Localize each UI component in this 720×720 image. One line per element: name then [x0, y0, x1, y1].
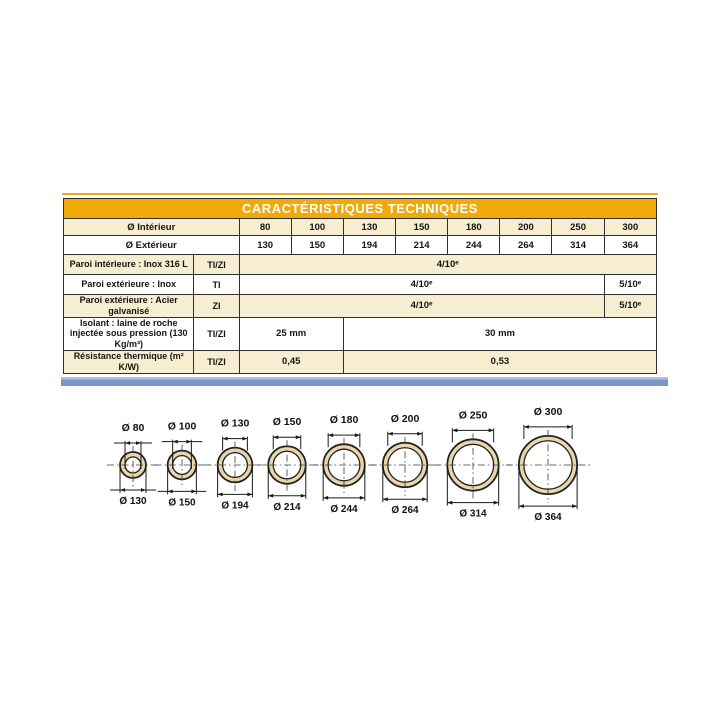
value-cell: 194 [343, 236, 395, 255]
arrowhead [186, 440, 191, 444]
ring-outer-diameter-label: Ø 364 [534, 512, 562, 524]
ring-outer-diameter-label: Ø 264 [391, 505, 419, 517]
arrowhead [273, 435, 278, 439]
value-cell: 314 [552, 236, 604, 255]
spec-value-cell: 5/10ᵉ [604, 295, 656, 318]
diameter-row-inner [64, 219, 657, 236]
ring-inner-diameter-label: Ø 180 [329, 414, 359, 427]
spec-value-cell: 0,53 [343, 350, 656, 373]
ring-inner-diameter-label: Ø 150 [272, 416, 302, 429]
spec-value-cell: 30 mm [343, 317, 656, 350]
arrowhead [247, 492, 252, 496]
row-label: Ø Extérieur [64, 236, 240, 255]
arrowhead [268, 494, 273, 498]
arrowhead [422, 497, 427, 501]
arrowhead [328, 433, 333, 437]
spec-row [64, 275, 657, 295]
arrowhead [242, 437, 247, 441]
table-header-row [64, 199, 657, 219]
row-label: Isolant : laine de roche injectée sous pression (130 Kg/m³) [64, 317, 194, 350]
value-cell: 130 [239, 236, 291, 255]
ring-group [434, 409, 511, 519]
arrowhead [519, 504, 524, 508]
arrowhead [524, 425, 529, 429]
code-cell: TI/ZI [194, 350, 239, 373]
value-cell: 214 [396, 236, 448, 255]
spec-row [64, 255, 657, 275]
specs-table [63, 198, 657, 374]
arrowhead [125, 441, 130, 445]
ring-outer-diameter-label: Ø 194 [221, 500, 249, 512]
spec-value-cell: 4/10ᵉ [239, 275, 604, 295]
row-label: Ø Intérieur [64, 219, 240, 236]
ring-group [255, 416, 319, 513]
ring-group [370, 413, 440, 516]
divider-bar [61, 377, 668, 386]
arrowhead [223, 437, 228, 441]
ring-outer-diameter-label: Ø 244 [330, 503, 358, 515]
code-cell: ZI [194, 295, 239, 318]
arrowhead [360, 496, 365, 500]
arrowhead [301, 494, 306, 498]
arrowhead [191, 489, 196, 493]
ring-group [205, 418, 266, 512]
spec-value-cell: 4/10ᵉ [239, 255, 656, 275]
arrowhead [489, 428, 494, 432]
arrowhead [494, 501, 499, 505]
arrowhead [120, 488, 125, 492]
arrowhead [173, 440, 178, 444]
value-cell: 150 [396, 219, 448, 236]
arrowhead [567, 425, 572, 429]
ring-inner-diameter-label: Ø 300 [533, 405, 563, 418]
ring-group [155, 421, 210, 509]
arrowhead [417, 432, 422, 436]
arrowhead [168, 489, 173, 493]
spec-value-cell: 4/10ᵉ [239, 295, 604, 318]
code-cell: TI/ZI [194, 317, 239, 350]
row-label: Paroi intérieure : Inox 316 L [64, 255, 194, 275]
code-cell: TI [194, 275, 239, 295]
arrowhead [452, 428, 457, 432]
value-cell: 264 [500, 236, 552, 255]
ring-group [107, 422, 159, 507]
spec-row [64, 295, 657, 318]
value-cell: 300 [604, 219, 656, 236]
value-cell: 80 [239, 219, 291, 236]
spec-row [64, 317, 657, 350]
value-cell: 364 [604, 236, 656, 255]
arrowhead [296, 435, 301, 439]
ring-inner-diameter-label: Ø 80 [121, 422, 145, 435]
value-cell: 130 [343, 219, 395, 236]
ring-inner-diameter-label: Ø 200 [390, 412, 420, 425]
arrowhead [218, 492, 223, 496]
arrowhead [383, 497, 388, 501]
top-accent-rule [62, 193, 658, 195]
arrowhead [355, 433, 360, 437]
value-cell: 250 [552, 219, 604, 236]
arrowhead [141, 488, 146, 492]
spec-value-cell: 25 mm [239, 317, 343, 350]
ring-outer-diameter-label: Ø 130 [119, 495, 147, 507]
spec-value-cell: 0,45 [239, 350, 343, 373]
ring-group [506, 406, 590, 523]
ring-inner-diameter-label: Ø 130 [220, 417, 250, 430]
code-cell: TI/ZI [194, 255, 239, 275]
row-label: Paroi extérieure : Inox [64, 275, 194, 295]
ring-inner-diameter-label: Ø 100 [167, 420, 197, 433]
row-label: Résistance thermique (m² K/W) [64, 350, 194, 373]
ring-outer-diameter-label: Ø 214 [273, 501, 301, 513]
spec-value-cell: 5/10ᵉ [604, 275, 656, 295]
table-title: CARACTÉRISTIQUES TECHNIQUES [64, 199, 657, 219]
value-cell: 100 [291, 219, 343, 236]
ring-inner-diameter-label: Ø 250 [458, 409, 488, 422]
value-cell: 180 [448, 219, 500, 236]
value-cell: 150 [291, 236, 343, 255]
row-label: Paroi extérieure : Acier galvanisé [64, 295, 194, 318]
ring-outer-diameter-label: Ø 314 [459, 508, 487, 520]
ring-outer-diameter-label: Ø 150 [168, 497, 196, 509]
ring-group [310, 414, 378, 515]
arrowhead [323, 496, 328, 500]
arrowhead [447, 501, 452, 505]
diameter-row-outer [64, 236, 657, 255]
arrowhead [136, 441, 141, 445]
rings-diagram [0, 400, 720, 540]
arrowhead [388, 432, 393, 436]
arrowhead [572, 504, 577, 508]
value-cell: 200 [500, 219, 552, 236]
spec-row [64, 350, 657, 373]
value-cell: 244 [448, 236, 500, 255]
